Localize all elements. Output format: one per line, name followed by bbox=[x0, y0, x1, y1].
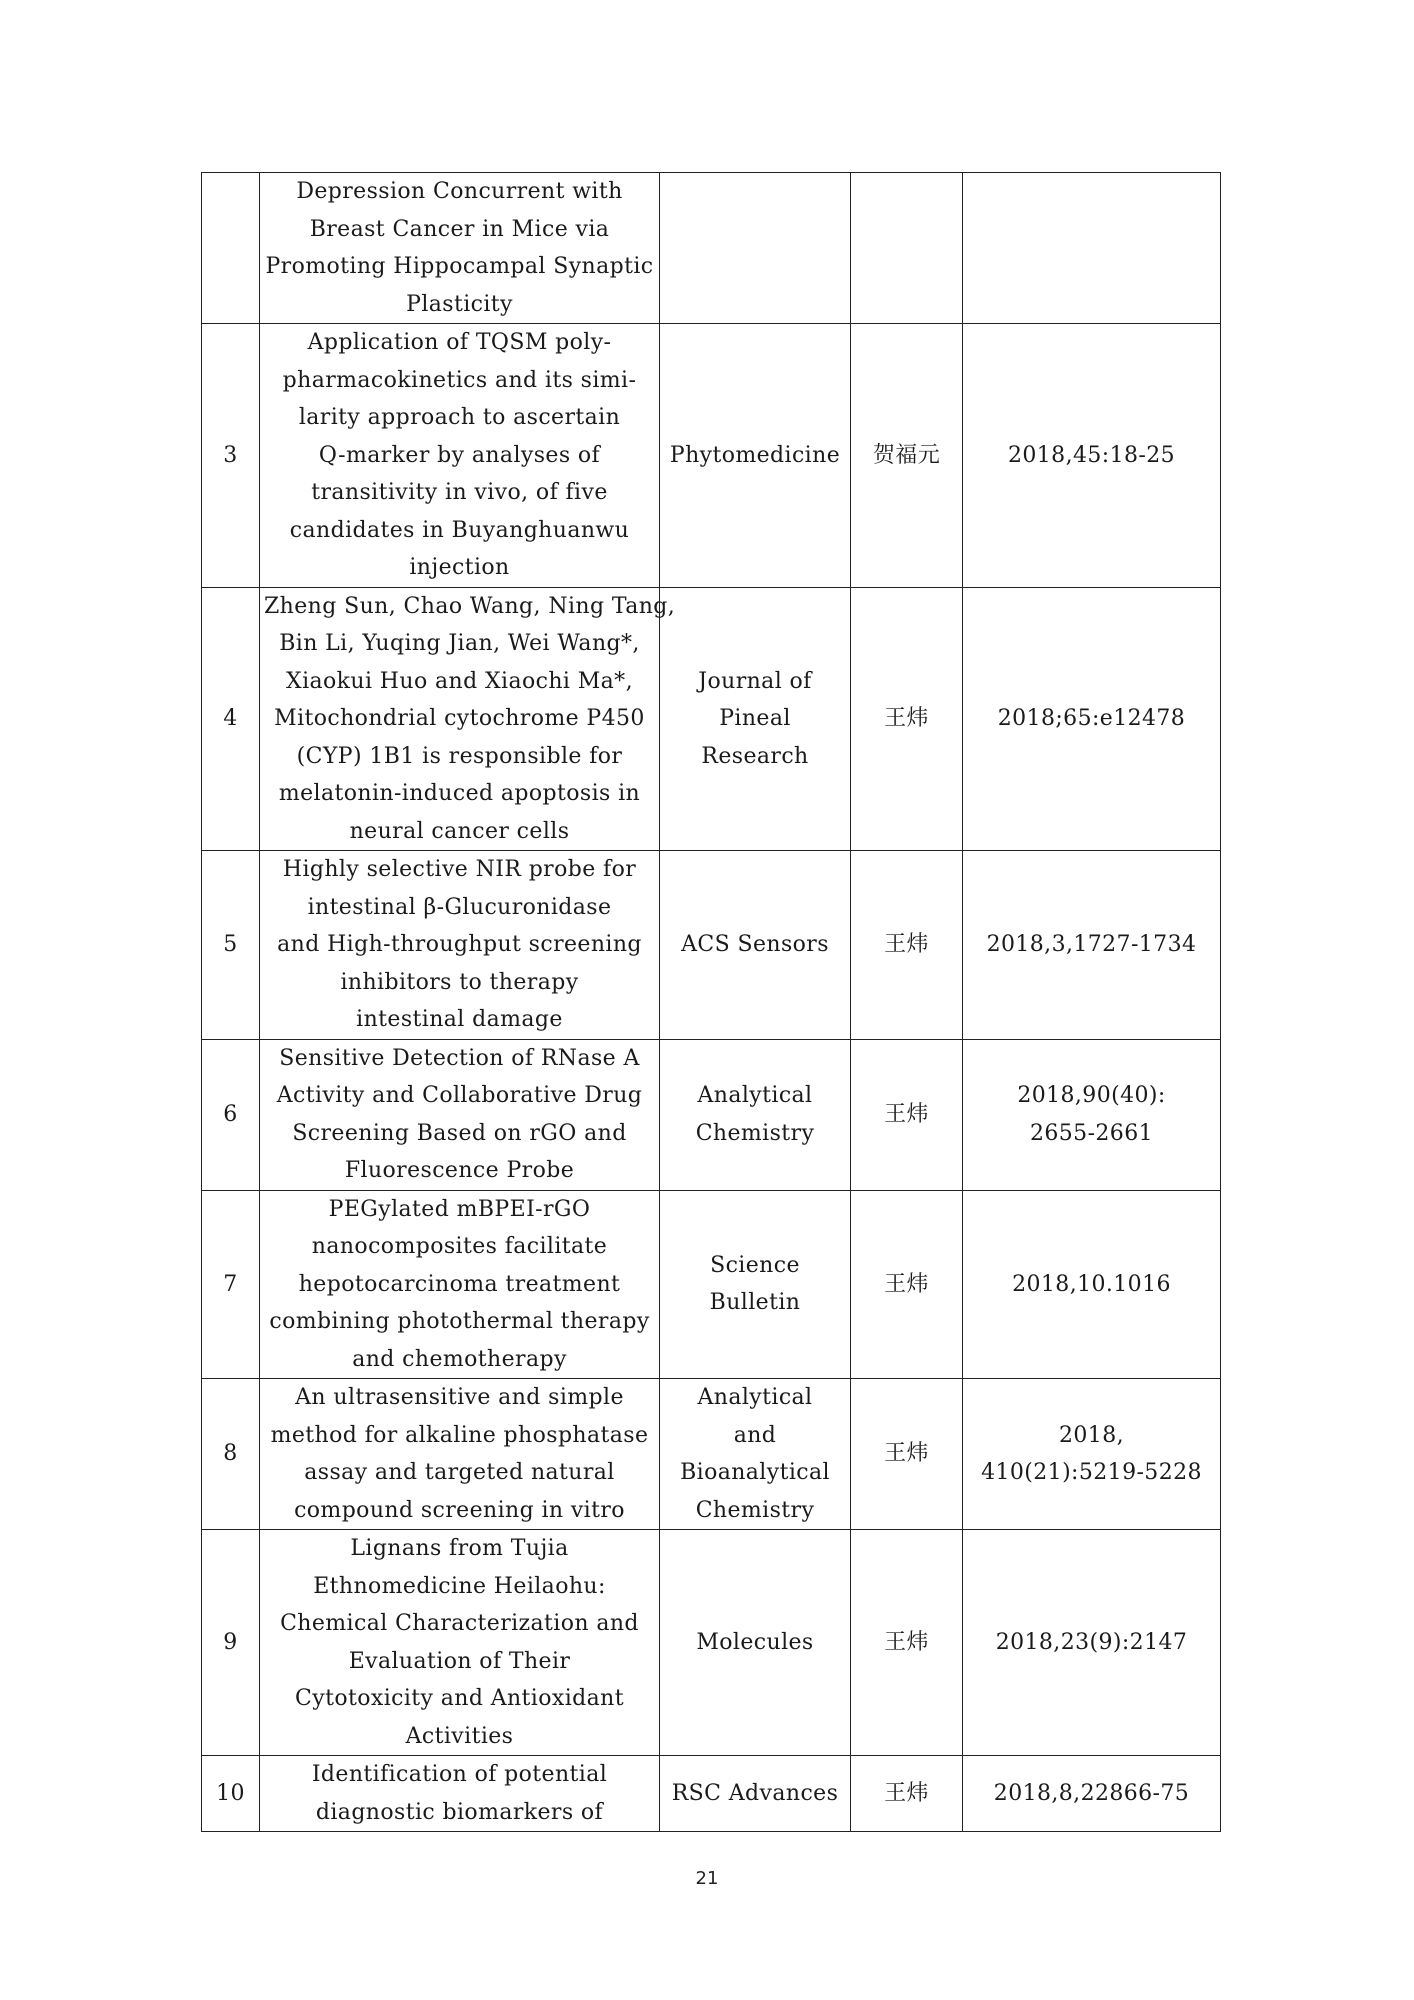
citation-cell-line: 2018, bbox=[1059, 1422, 1124, 1448]
author-cell: 王炜 bbox=[851, 1190, 963, 1379]
journal-cell-line: Science bbox=[710, 1252, 800, 1278]
journal-cell bbox=[660, 587, 851, 851]
journal-cell-line: Analytical bbox=[697, 1385, 813, 1410]
citation-cell-line: 2018,23(9):2147 bbox=[995, 1629, 1188, 1655]
paper-title-cell-line: melatonin-induced apoptosis in bbox=[278, 781, 641, 806]
paper-title-cell-line: An ultrasensitive and simple bbox=[295, 1385, 624, 1410]
table-row bbox=[202, 1190, 1221, 1379]
journal-cell-line: Research bbox=[701, 743, 809, 769]
paper-title-cell-line: Depression Concurrent with bbox=[296, 179, 623, 204]
author-cell bbox=[851, 173, 963, 324]
journal-cell-line: and bbox=[733, 1422, 777, 1448]
table-row bbox=[202, 1756, 1221, 1832]
table-row bbox=[202, 1379, 1221, 1530]
citation-cell-line: 2018,3,1727-1734 bbox=[986, 932, 1197, 957]
journal-cell-line: Bulletin bbox=[709, 1290, 801, 1316]
paper-title-cell-line: Activity and Collaborative Drug bbox=[276, 1083, 643, 1108]
paper-title-cell bbox=[260, 1379, 660, 1530]
journal-cell bbox=[660, 851, 851, 1040]
paper-title-cell-line: Application of TQSM poly- bbox=[307, 330, 612, 355]
row-number-cell: 8 bbox=[202, 1379, 260, 1530]
paper-title-cell-line: inhibitors to therapy bbox=[340, 969, 579, 995]
journal-cell-line: ACS Sensors bbox=[681, 932, 829, 957]
paper-title-cell-line: Identification of potential bbox=[311, 1762, 608, 1787]
paper-title-cell-line: Plasticity bbox=[406, 291, 513, 317]
paper-title-cell-line: transitivity in vivo, of five bbox=[311, 480, 608, 505]
citation-cell bbox=[963, 1530, 1221, 1756]
paper-title-cell-line: diagnostic biomarkers of bbox=[315, 1799, 604, 1825]
paper-title-cell-line: injection bbox=[409, 555, 510, 580]
author-cell: 王炜 bbox=[851, 1530, 963, 1756]
paper-title-cell bbox=[260, 1756, 660, 1832]
journal-cell bbox=[660, 1039, 851, 1190]
journal-cell bbox=[660, 173, 851, 324]
citation-cell-line: 2018,8,22866-75 bbox=[993, 1780, 1190, 1806]
row-number-cell: 3 bbox=[202, 324, 260, 588]
author-cell: 王炜 bbox=[851, 1379, 963, 1530]
table-row bbox=[202, 851, 1221, 1040]
publications-table bbox=[201, 172, 1221, 1832]
citation-cell-line: 410(21):5219-5228 bbox=[981, 1460, 1202, 1485]
paper-title-cell-line: and High-throughput screening bbox=[277, 932, 642, 957]
citation-cell-line: 2018;65:e12478 bbox=[997, 706, 1186, 731]
paper-title-cell-line: larity approach to ascertain bbox=[298, 405, 621, 430]
paper-title-cell-line: intestinal β-Glucuronidase bbox=[307, 894, 612, 920]
journal-cell bbox=[660, 1190, 851, 1379]
citation-cell-line: 2018,45:18-25 bbox=[1007, 442, 1175, 468]
citation-cell bbox=[963, 587, 1221, 851]
author-cell: 贺福元 bbox=[851, 324, 963, 588]
paper-title-cell-line: Promoting Hippocampal Synaptic bbox=[265, 254, 654, 279]
citation-cell bbox=[963, 173, 1221, 324]
paper-title-cell-line: neural cancer cells bbox=[349, 818, 570, 844]
paper-title-cell-line: hepotocarcinoma treatment bbox=[298, 1271, 621, 1297]
paper-title-cell-line: Cytotoxicity and Antioxidant bbox=[295, 1686, 624, 1711]
paper-title-cell bbox=[260, 173, 660, 324]
paper-title-cell-line: Evaluation of Their bbox=[348, 1648, 571, 1674]
table-row bbox=[202, 587, 1221, 851]
journal-cell-line: Analytical bbox=[697, 1083, 813, 1108]
paper-title-cell-line: and chemotherapy bbox=[352, 1346, 567, 1372]
row-number-cell: 4 bbox=[202, 587, 260, 851]
paper-title-cell-line: Mitochondrial cytochrome P450 bbox=[274, 706, 645, 731]
paper-title-cell-line: combining photothermal therapy bbox=[269, 1309, 650, 1334]
paper-title-cell-line: PEGylated mBPEI-rGO bbox=[328, 1196, 591, 1222]
paper-title-cell-line: Sensitive Detection of RNase A bbox=[279, 1045, 640, 1071]
row-number-cell: 7 bbox=[202, 1190, 260, 1379]
paper-title-cell-line: Highly selective NIR probe for bbox=[282, 857, 637, 882]
paper-title-cell bbox=[260, 587, 676, 851]
journal-cell-line: Molecules bbox=[696, 1629, 814, 1655]
paper-title-cell-line: Chemical Characterization and bbox=[280, 1611, 639, 1636]
citation-cell bbox=[963, 851, 1221, 1040]
citation-cell bbox=[963, 1756, 1221, 1832]
journal-cell-line: Bioanalytical bbox=[680, 1460, 830, 1485]
citation-cell-line: 2018,90(40): bbox=[1017, 1083, 1166, 1108]
author-cell: 王炜 bbox=[851, 1039, 963, 1190]
journal-cell-line: Chemistry bbox=[695, 1120, 815, 1146]
paper-title-cell-line: candidates in Buyanghuanwu bbox=[289, 517, 630, 543]
journal-cell-line: RSC Advances bbox=[671, 1780, 839, 1806]
paper-title-cell bbox=[260, 851, 660, 1040]
paper-title-cell-line: Screening Based on rGO and bbox=[292, 1120, 627, 1146]
table-row bbox=[202, 324, 1221, 588]
citation-cell bbox=[963, 324, 1221, 588]
paper-title-cell-line: intestinal damage bbox=[356, 1007, 563, 1032]
paper-title-cell-line: Lignans from Tujia bbox=[350, 1536, 569, 1561]
paper-title-cell-line: method for alkaline phosphatase bbox=[270, 1422, 649, 1448]
citation-cell bbox=[963, 1379, 1221, 1530]
row-number-cell: 5 bbox=[202, 851, 260, 1040]
paper-title-cell-line: Breast Cancer in Mice via bbox=[309, 216, 610, 242]
row-number-cell: 6 bbox=[202, 1039, 260, 1190]
paper-title-cell bbox=[260, 1039, 660, 1190]
citation-cell bbox=[963, 1190, 1221, 1379]
row-number-cell bbox=[202, 173, 260, 324]
journal-cell-line: Chemistry bbox=[695, 1497, 815, 1523]
author-cell: 王炜 bbox=[851, 851, 963, 1040]
journal-cell bbox=[660, 1379, 851, 1530]
journal-cell-line: Pineal bbox=[719, 706, 791, 731]
table-row bbox=[202, 1530, 1221, 1756]
journal-cell bbox=[660, 324, 851, 588]
paper-title-cell-line: Zheng Sun, Chao Wang, Ning Tang, bbox=[264, 593, 676, 619]
author-cell: 王炜 bbox=[851, 1756, 963, 1832]
journal-cell-line: Journal of bbox=[698, 668, 812, 694]
citation-cell bbox=[963, 1039, 1221, 1190]
paper-title-cell-line: Activities bbox=[405, 1723, 514, 1749]
paper-title-cell-line: Q-marker by analyses of bbox=[318, 442, 601, 468]
journal-cell bbox=[660, 1530, 851, 1756]
citation-cell-line: 2018,10.1016 bbox=[1012, 1271, 1171, 1297]
row-number-cell: 9 bbox=[202, 1530, 260, 1756]
page-number: 21 bbox=[695, 1868, 719, 1889]
row-number-cell: 10 bbox=[202, 1756, 260, 1832]
publications-table-body bbox=[202, 173, 1221, 1832]
table-row bbox=[202, 1039, 1221, 1190]
paper-title-cell-line: assay and targeted natural bbox=[304, 1460, 615, 1485]
paper-title-cell-line: Xiaokui Huo and Xiaochi Ma*, bbox=[286, 668, 633, 694]
paper-title-cell-line: Bin Li, Yuqing Jian, Wei Wang*, bbox=[279, 631, 640, 656]
journal-cell bbox=[660, 1756, 851, 1832]
journal-cell-line: Phytomedicine bbox=[669, 442, 841, 468]
table-row bbox=[202, 173, 1221, 324]
paper-title-cell-line: Fluorescence Probe bbox=[344, 1158, 575, 1183]
author-cell: 王炜 bbox=[851, 587, 963, 851]
paper-title-cell-line: pharmacokinetics and its simi- bbox=[282, 367, 637, 393]
citation-cell-line: 2655-2661 bbox=[1029, 1120, 1153, 1146]
paper-title-cell bbox=[260, 1530, 660, 1756]
paper-title-cell-line: Ethnomedicine Heilaohu: bbox=[313, 1573, 606, 1599]
paper-title-cell-line: (CYP) 1B1 is responsible for bbox=[296, 743, 623, 769]
paper-title-cell-line: compound screening in vitro bbox=[294, 1497, 625, 1523]
paper-title-cell-line: nanocomposites facilitate bbox=[311, 1234, 608, 1259]
paper-title-cell bbox=[260, 1190, 660, 1379]
paper-title-cell bbox=[260, 324, 660, 588]
